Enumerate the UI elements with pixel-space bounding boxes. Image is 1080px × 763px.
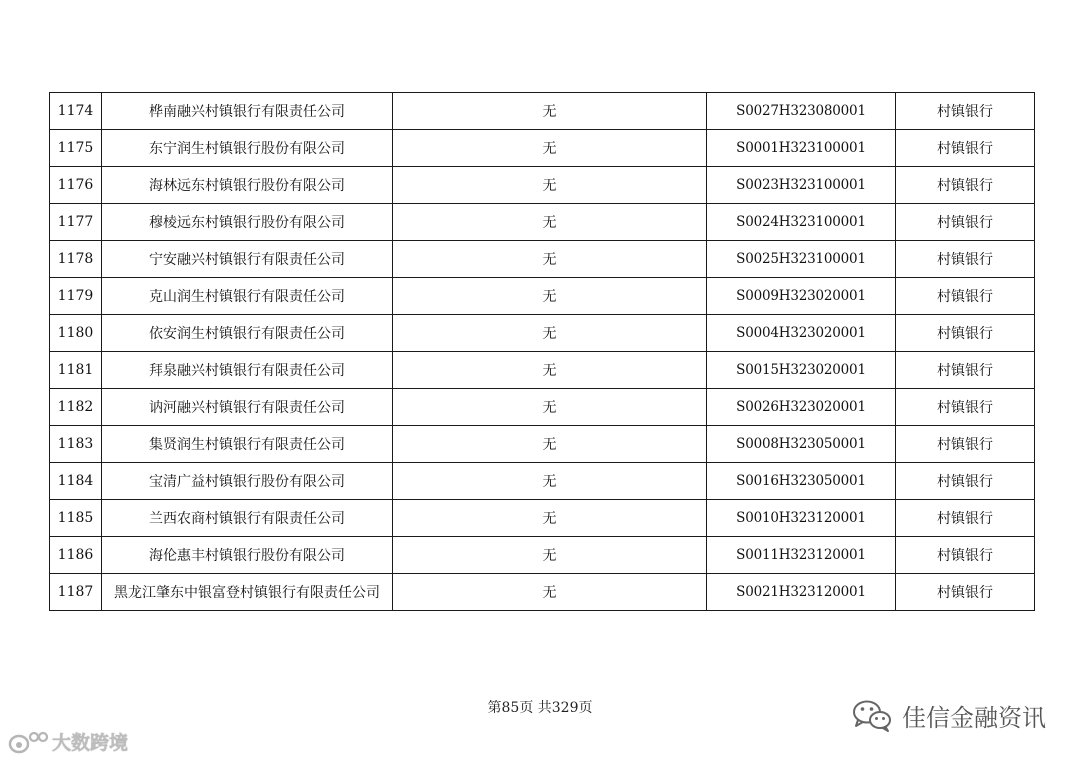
institution-name-cell: 桦南融兴村镇银行有限责任公司 <box>102 93 393 130</box>
former-name-cell: 无 <box>393 315 707 352</box>
table-row <box>50 204 1035 241</box>
institution-name-cell: 东宁润生村镇银行股份有限公司 <box>102 130 393 167</box>
table-row <box>50 352 1035 389</box>
row-number-cell: 1182 <box>50 389 102 426</box>
former-name-cell: 无 <box>393 241 707 278</box>
former-name-cell: 无 <box>393 130 707 167</box>
row-number-cell: 1184 <box>50 463 102 500</box>
former-name-cell: 无 <box>393 167 707 204</box>
watermark-right-text: 佳信金融资讯 <box>902 704 1046 732</box>
table-row <box>50 463 1035 500</box>
institution-code-cell: S0009H323020001 <box>707 278 896 315</box>
institution-type-cell: 村镇银行 <box>896 315 1035 352</box>
institution-name-cell: 集贤润生村镇银行有限责任公司 <box>102 426 393 463</box>
table-row <box>50 93 1035 130</box>
institution-code-cell: S0004H323020001 <box>707 315 896 352</box>
institution-type-cell: 村镇银行 <box>896 389 1035 426</box>
table-row <box>50 500 1035 537</box>
former-name-cell: 无 <box>393 426 707 463</box>
table-row <box>50 278 1035 315</box>
table-row <box>50 130 1035 167</box>
table-row <box>50 574 1035 611</box>
institution-code-cell: S0001H323100001 <box>707 130 896 167</box>
table-row <box>50 241 1035 278</box>
row-number-cell: 1176 <box>50 167 102 204</box>
institution-code-cell: S0026H323020001 <box>707 389 896 426</box>
former-name-cell: 无 <box>393 537 707 574</box>
institution-name-cell: 讷河融兴村镇银行有限责任公司 <box>102 389 393 426</box>
table-body <box>50 93 1035 611</box>
institution-code-cell: S0008H323050001 <box>707 426 896 463</box>
row-number-cell: 1174 <box>50 93 102 130</box>
institution-type-cell: 村镇银行 <box>896 241 1035 278</box>
table-row <box>50 167 1035 204</box>
row-number-cell: 1180 <box>50 315 102 352</box>
row-number-cell: 1187 <box>50 574 102 611</box>
former-name-cell: 无 <box>393 278 707 315</box>
institution-name-cell: 拜泉融兴村镇银行有限责任公司 <box>102 352 393 389</box>
watermark-right <box>852 698 1046 733</box>
row-number-cell: 1177 <box>50 204 102 241</box>
institution-code-cell: S0023H323100001 <box>707 167 896 204</box>
row-number-cell: 1183 <box>50 426 102 463</box>
watermark-left <box>8 728 128 755</box>
institution-code-cell: S0024H323100001 <box>707 204 896 241</box>
institution-type-cell: 村镇银行 <box>896 167 1035 204</box>
institution-name-cell: 穆棱远东村镇银行股份有限公司 <box>102 204 393 241</box>
institution-name-cell: 兰西农商村镇银行有限责任公司 <box>102 500 393 537</box>
former-name-cell: 无 <box>393 463 707 500</box>
institution-code-cell: S0016H323050001 <box>707 463 896 500</box>
wechat-icon <box>852 699 892 733</box>
institution-type-cell: 村镇银行 <box>896 574 1035 611</box>
former-name-cell: 无 <box>393 574 707 611</box>
institution-name-cell: 海伦惠丰村镇银行股份有限公司 <box>102 537 393 574</box>
row-number-cell: 1178 <box>50 241 102 278</box>
institution-code-cell: S0010H323120001 <box>707 500 896 537</box>
institution-type-cell: 村镇银行 <box>896 500 1035 537</box>
row-number-cell: 1181 <box>50 352 102 389</box>
institution-code-cell: S0021H323120001 <box>707 574 896 611</box>
row-number-cell: 1186 <box>50 537 102 574</box>
former-name-cell: 无 <box>393 93 707 130</box>
institution-table <box>49 92 1035 611</box>
institution-type-cell: 村镇银行 <box>896 426 1035 463</box>
watermark-left-text: 大数跨境 <box>52 732 129 754</box>
table-row <box>50 389 1035 426</box>
row-number-cell: 1175 <box>50 130 102 167</box>
institution-name-cell: 依安润生村镇银行有限责任公司 <box>102 315 393 352</box>
former-name-cell: 无 <box>393 204 707 241</box>
page-number: 第85页 共329页 <box>487 700 593 716</box>
institution-type-cell: 村镇银行 <box>896 93 1035 130</box>
institution-name-cell: 海林远东村镇银行股份有限公司 <box>102 167 393 204</box>
institution-name-cell: 克山润生村镇银行有限责任公司 <box>102 278 393 315</box>
institution-name-cell: 黑龙江肇东中银富登村镇银行有限责任公司 <box>102 574 393 611</box>
former-name-cell: 无 <box>393 500 707 537</box>
table-row <box>50 426 1035 463</box>
institution-type-cell: 村镇银行 <box>896 352 1035 389</box>
former-name-cell: 无 <box>393 352 707 389</box>
institution-type-cell: 村镇银行 <box>896 463 1035 500</box>
institution-code-cell: S0027H323080001 <box>707 93 896 130</box>
institution-name-cell: 宝清广益村镇银行股份有限公司 <box>102 463 393 500</box>
institution-code-cell: S0015H323020001 <box>707 352 896 389</box>
row-number-cell: 1185 <box>50 500 102 537</box>
table-row <box>50 537 1035 574</box>
row-number-cell: 1179 <box>50 278 102 315</box>
weibo-style-logo-icon <box>8 729 48 755</box>
institution-type-cell: 村镇银行 <box>896 204 1035 241</box>
institution-type-cell: 村镇银行 <box>896 278 1035 315</box>
table-row <box>50 315 1035 352</box>
institution-type-cell: 村镇银行 <box>896 537 1035 574</box>
former-name-cell: 无 <box>393 389 707 426</box>
institution-code-cell: S0011H323120001 <box>707 537 896 574</box>
institution-name-cell: 宁安融兴村镇银行有限责任公司 <box>102 241 393 278</box>
institution-type-cell: 村镇银行 <box>896 130 1035 167</box>
institution-code-cell: S0025H323100001 <box>707 241 896 278</box>
